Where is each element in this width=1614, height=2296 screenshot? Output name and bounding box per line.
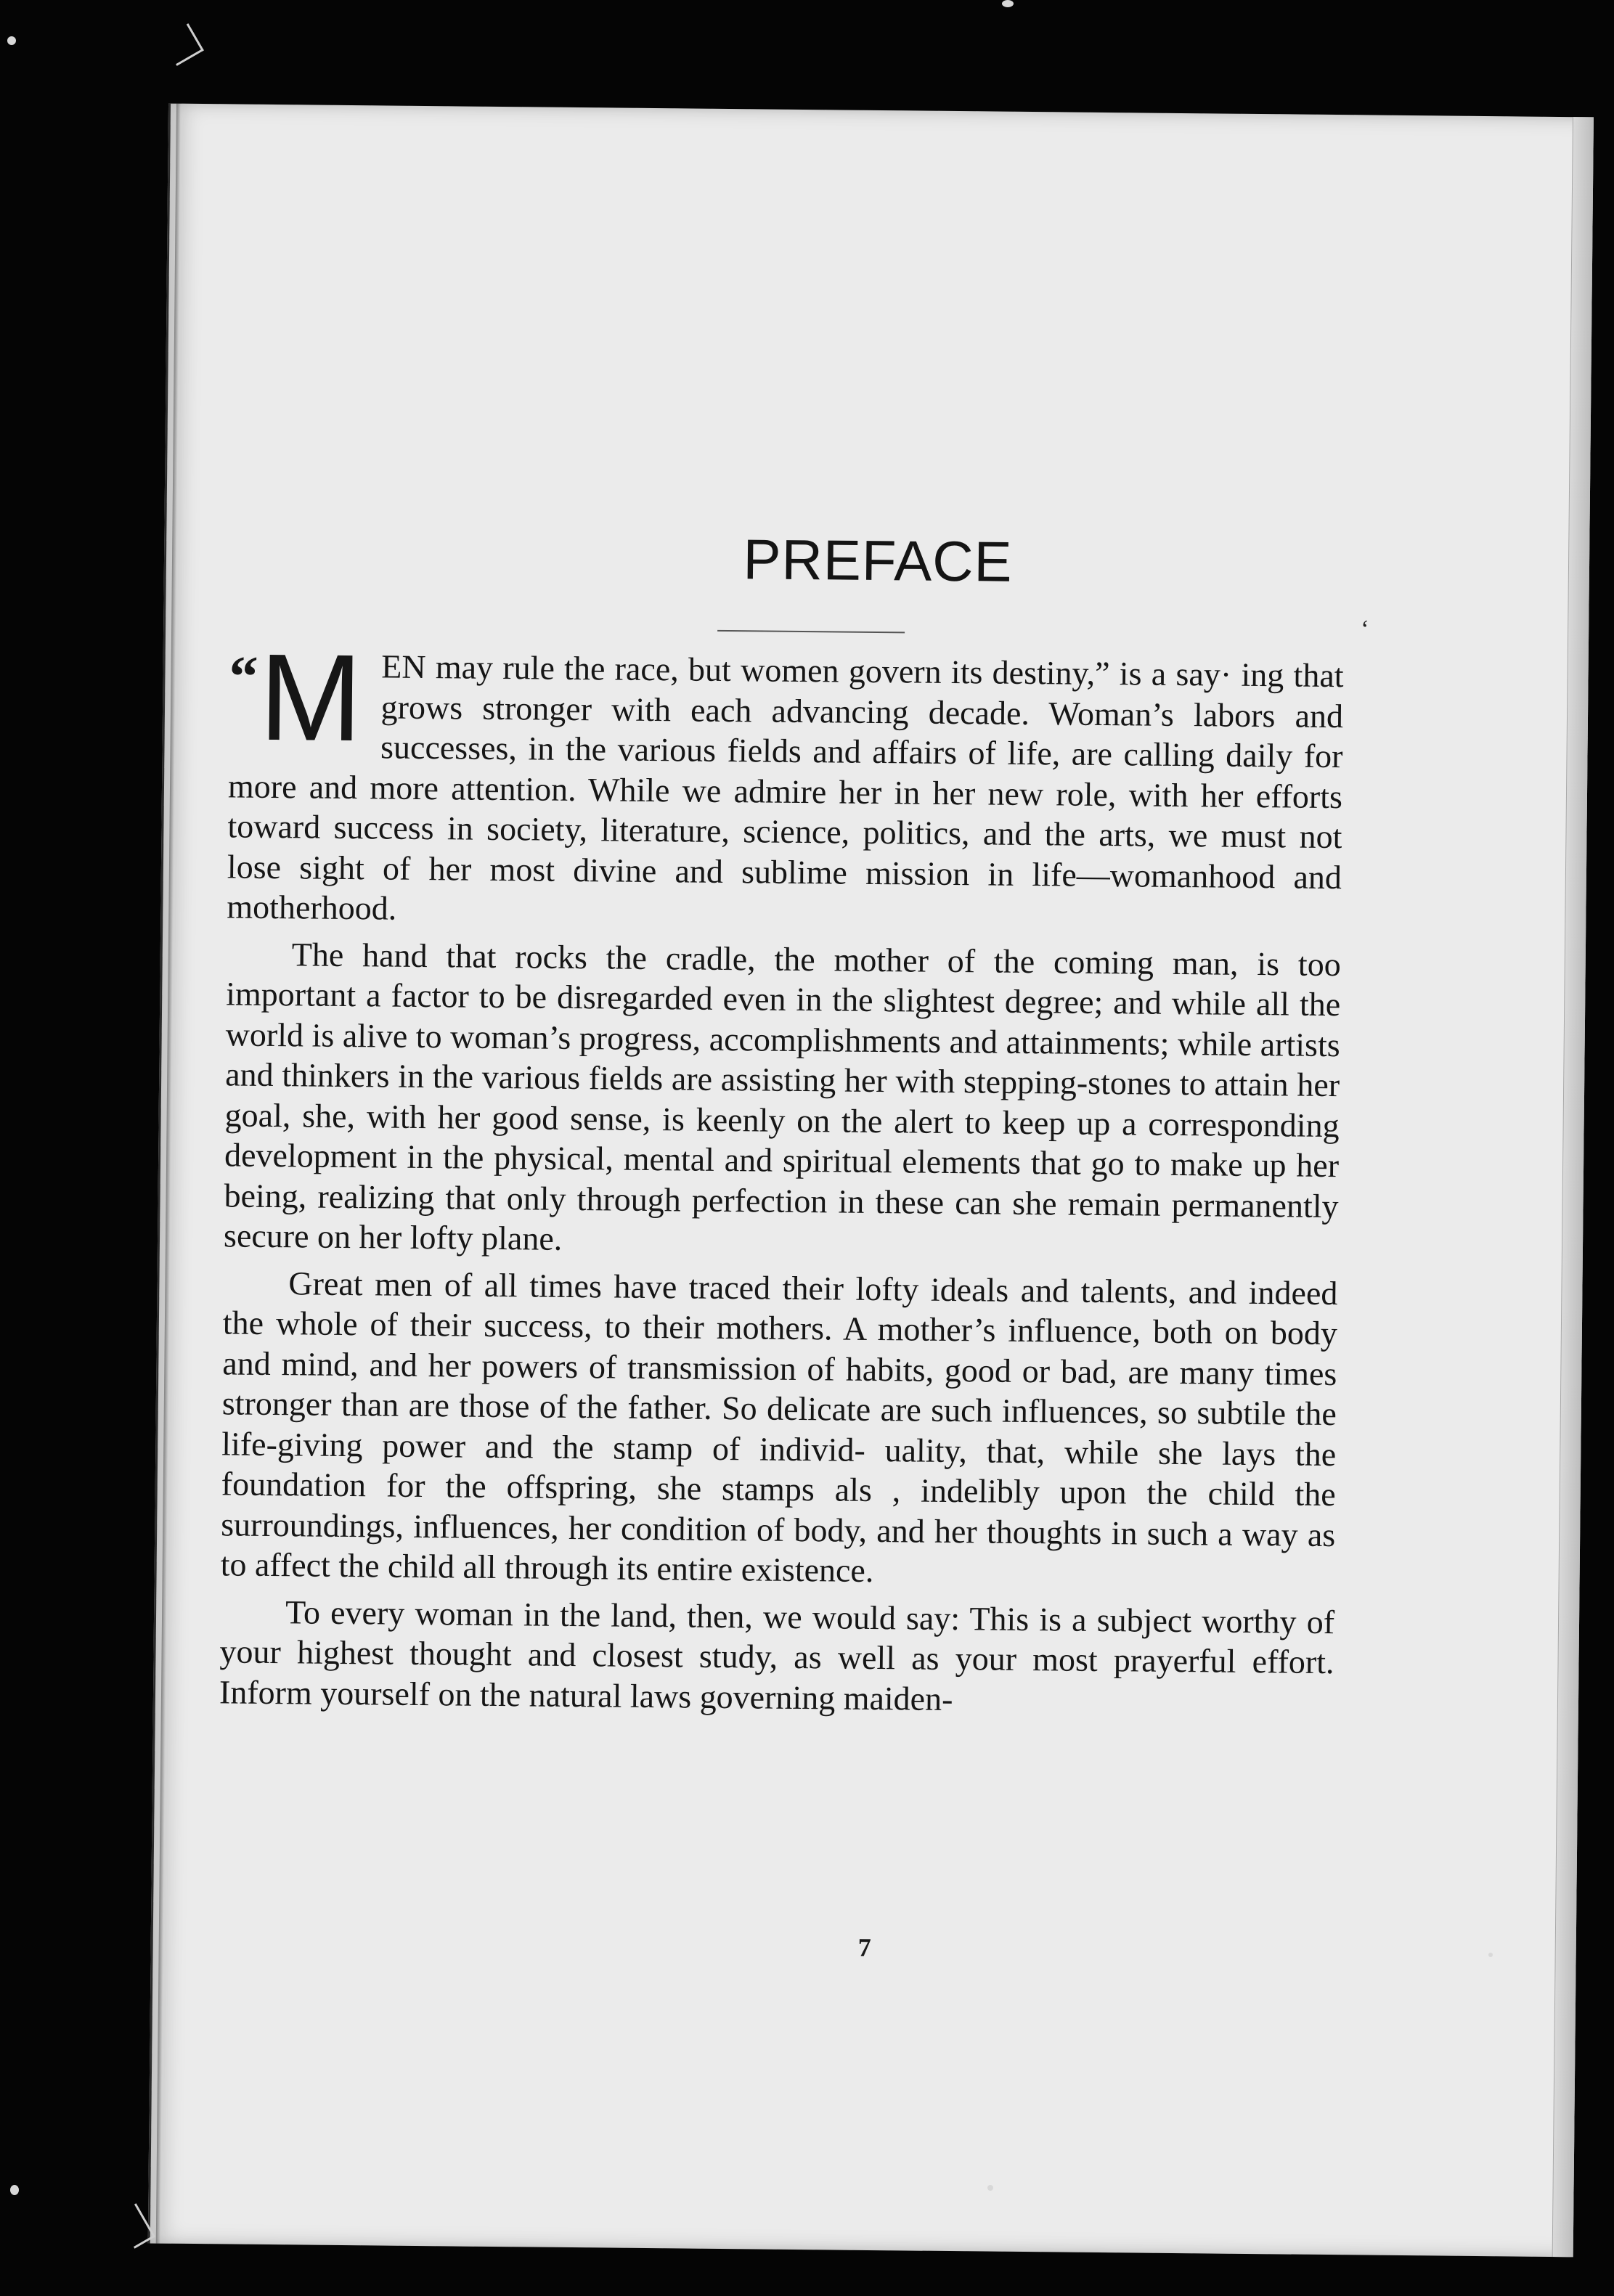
page-number: 7 [857, 1932, 871, 1962]
scan-speck [10, 2185, 19, 2195]
scan-speck [1002, 0, 1014, 7]
paragraph-4 [219, 1591, 1335, 1723]
drop-cap [228, 628, 363, 768]
book-page [148, 104, 1594, 2258]
scan-speck [987, 2185, 993, 2191]
open-quote: “ [229, 645, 258, 709]
scan-speck [1488, 1953, 1493, 1957]
paragraph-text: Great men of all times have traced their lofty ideals and talents, and indeed the whole of their success, to their mothers. A mother’s influence, both on body and mind, and her powers of transmission of habits, good or bad, are many times stronger than are those of the father. So delicate are such influences, so subtile the life-giving power and the stamp of individ- uality, that, while she lays the foundation for the offspring, she stamps als , indelibly upon the child the surroundings, influences, her condition of body, and her thoughts in such a way as to affect the child all through its entire existence. [220, 1264, 1338, 1589]
paragraph-3 [220, 1262, 1337, 1596]
drop-cap-letter: M [258, 628, 363, 768]
paragraph-2 [224, 933, 1341, 1267]
page-title: PREFACE [743, 527, 1014, 594]
preface-body [219, 628, 1344, 1723]
title-divider [717, 630, 905, 633]
margin-mark: ‘ [1360, 616, 1369, 643]
scan-speck [7, 36, 16, 45]
paragraph-text: To every woman in the land, then, we would say: This is a subject worthy of your highest thought and closest study, as well as your most prayerful effort. Inform yourself on the natural laws governing maiden- [219, 1593, 1335, 1717]
paragraph-text: The hand that rocks the cradle, the mother of the coming man, is too important a factor to be disregarded even in the slightest degree; and while all the world is alive to woman’s progress, accomplishments and attainments; while artists and thinkers in the various fields are assisting her with stepping-stones to attain her goal, she, with her good sense, is keenly on the alert to keep up a corresponding development in the physical, mental and spiritual elements that go to make up her being, realizing that only through perfection in these can she remain permanently secure on her lofty plane. [223, 935, 1341, 1257]
scan-mark [161, 23, 204, 66]
paragraph-1 [227, 628, 1344, 937]
paragraph-text: EN may rule the race, but women govern its destiny,” is a say· ing that grows stronger with each advancing decade. Woman’s labors and successes, in the various fields and affairs of life, are calling daily for more and more attention. While we admire her in her new role, with her efforts toward success in society, literature, science, politics, and the arts, we must not lose sight of her most divine and sublime mission in life—womanhood and motherhood. [227, 647, 1344, 927]
page-edge [1552, 117, 1594, 2257]
